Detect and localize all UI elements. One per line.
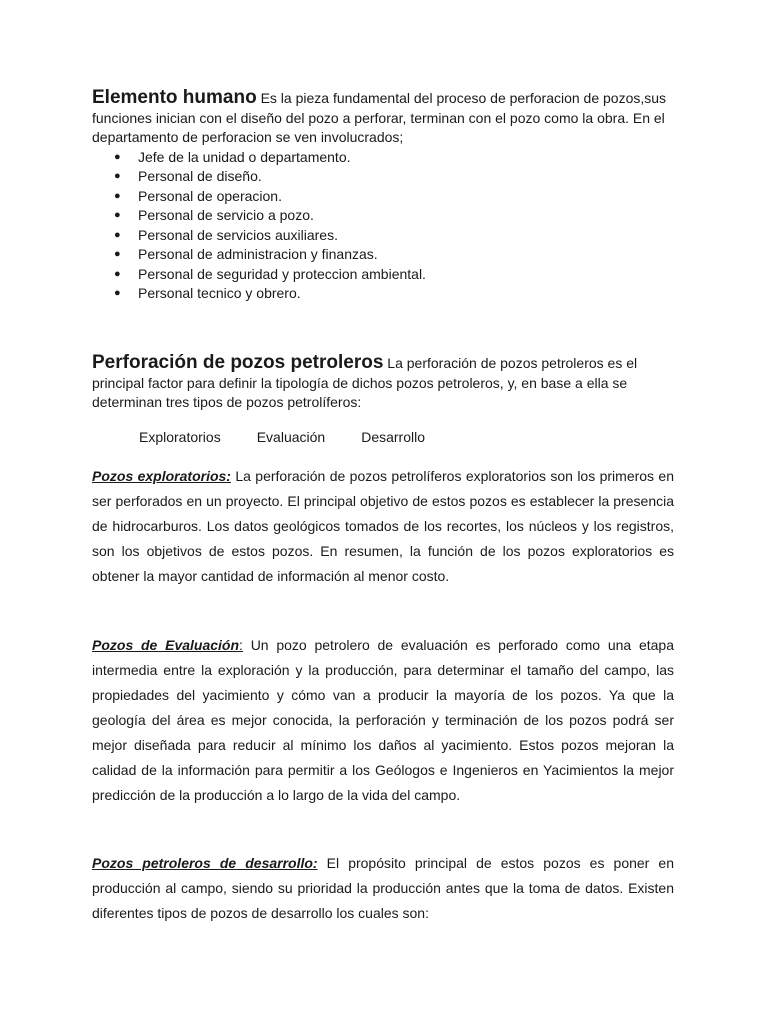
personnel-list-item	[92, 187, 674, 207]
personnel-list-item-label: Personal de diseño.	[138, 168, 262, 184]
elemento-humano-heading: Elemento humano	[92, 87, 257, 108]
personnel-list-item	[92, 226, 674, 246]
personnel-list-item	[92, 167, 674, 187]
perforacion-intro: La perforación de pozos petroleros es el principal factor para definir la tipología de dichos pozos petroleros, y, en base a ella se determinan tres tipos de pozos petrolíferos:	[92, 355, 638, 410]
bullet-icon: ●	[114, 150, 121, 163]
bullet-icon: ●	[114, 170, 121, 182]
evaluacion-lead: Pozos de Evaluación	[92, 637, 240, 653]
well-type-evaluacion: Evaluación	[256, 429, 326, 445]
exploratorios-text: La perforación de pozos petrolíferos exploratorios son los primeros en ser perforados en un proyecto. El principal objetivo de estos pozos es establecer la presencia de hidrocarburos. Los datos geológicos tomados de los recortes, los núcleos y los registros, son los objetivos de estos pozos. En resumen, la función de los pozos exploratorios es obtener la mayor cantidad de información al menor costo.	[92, 468, 675, 584]
personnel-list-item	[92, 245, 674, 265]
section-exploratorios	[92, 464, 674, 589]
personnel-list-item	[92, 148, 674, 168]
elemento-humano-intro: Es la pieza fundamental del proceso de perforacion de pozos,sus funciones inician con el diseño del pozo a perforar, terminan con el pozo como la obra. En el departamento de perforacion se ven involucrados;	[92, 90, 667, 145]
perforacion-paragraph	[92, 353, 674, 413]
section-elemento-humano	[92, 88, 674, 304]
evaluacion-paragraph	[92, 633, 674, 808]
personnel-list-item-label: Jefe de la unidad o departamento.	[138, 148, 351, 165]
well-type-desarrollo: Desarrollo	[361, 429, 426, 445]
evaluacion-text: Un pozo petrolero de evaluación es perforado como una etapa intermedia entre la exploración y la producción, para determinar el tamaño del campo, las propiedades del yacimiento y cómo van a producir la mayoría de los pozos. Ya que la geología del área es mejor conocida, la perforación y terminación de los pozos podrá ser mejor diseñada para reducir al mínimo los daños al yacimiento. Estos pozos mejoran la calidad de la información para permitir a los Geólogos e Ingenieros en Yacimientos la mejor predicción de la producción a lo largo de la vida del campo.	[92, 637, 674, 803]
desarrollo-paragraph	[92, 851, 674, 926]
exploratorios-lead: Pozos exploratorios:	[92, 468, 231, 484]
personnel-list-item	[92, 265, 674, 285]
personnel-list	[92, 148, 674, 304]
section-desarrollo	[92, 851, 674, 926]
bullet-icon: ●	[114, 267, 121, 280]
bullet-icon: ●	[114, 248, 121, 260]
personnel-list-item-label: Personal de seguridad y proteccion ambiental.	[138, 265, 426, 282]
elemento-humano-paragraph	[92, 88, 674, 148]
personnel-list-item-label: Personal de servicio a pozo.	[138, 207, 314, 223]
section-evaluacion	[92, 633, 674, 808]
bullet-icon: ●	[114, 209, 121, 221]
well-type-exploratorios: Exploratorios	[139, 429, 221, 445]
bullet-icon: ●	[114, 228, 121, 241]
bullet-icon: ●	[114, 189, 121, 202]
personnel-list-item-label: Personal de administracion y finanzas.	[138, 246, 378, 262]
personnel-list-item	[92, 284, 674, 304]
bullet-icon: ●	[114, 287, 121, 299]
section-perforacion	[92, 353, 674, 413]
personnel-list-item	[92, 206, 674, 226]
personnel-list-item-label: Personal de operacion.	[138, 187, 282, 204]
well-types-row	[139, 428, 461, 447]
desarrollo-lead: Pozos petroleros de desarrollo:	[92, 855, 318, 871]
exploratorios-paragraph	[92, 464, 674, 589]
evaluacion-colon: :	[239, 637, 243, 653]
desarrollo-text: El propósito principal de estos pozos es poner en producción al campo, siendo su prioridad la producción antes que la toma de datos. Existen diferentes tipos de pozos de desarrollo los cuales son:	[92, 855, 674, 921]
personnel-list-item-label: Personal de servicios auxiliares.	[138, 226, 338, 243]
perforacion-heading: Perforación de pozos petroleros	[92, 352, 384, 373]
personnel-list-item-label: Personal tecnico y obrero.	[138, 285, 301, 301]
